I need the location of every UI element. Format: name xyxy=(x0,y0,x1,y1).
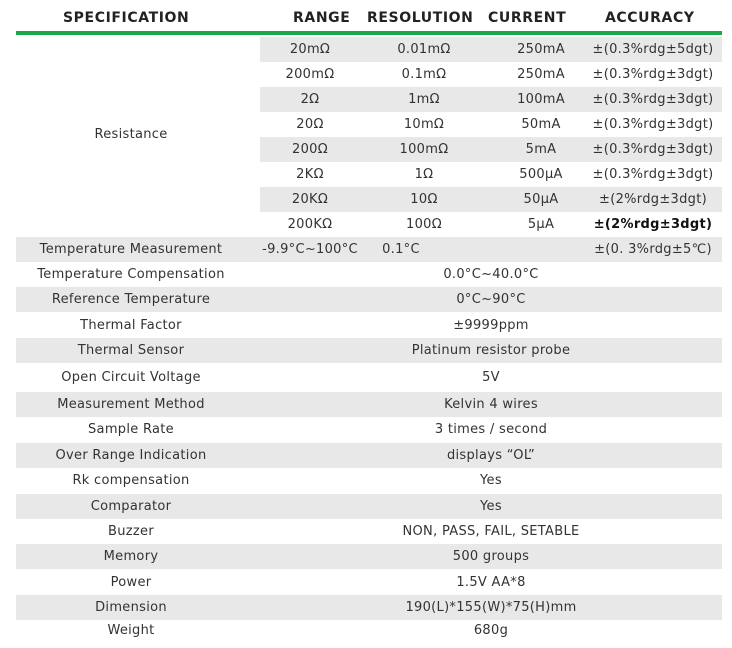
current-cell: 50µA xyxy=(523,192,559,207)
accuracy-cell: ±(2%rdg±3dgt) xyxy=(593,217,713,232)
spec-value: displays “OL” xyxy=(446,448,536,463)
spec-label: Reference Temperature xyxy=(51,292,211,307)
temperature-label: Temperature Measurement xyxy=(39,242,223,257)
header-accuracy: ACCURACY xyxy=(605,10,695,26)
spec-label: Dimension xyxy=(95,600,167,615)
temperature-row xyxy=(16,237,722,262)
resolution-cell: 10mΩ xyxy=(403,117,445,132)
range-cell: 20KΩ xyxy=(291,192,329,207)
spec-label: Thermal Factor xyxy=(80,318,182,333)
resolution-cell: 0.01mΩ xyxy=(397,42,451,57)
temperature-current xyxy=(486,237,596,262)
accuracy-cell: ±(2%rdg±3dgt) xyxy=(599,192,707,207)
spec-value: 5V xyxy=(482,370,500,385)
resolution-cell: 0.1mΩ xyxy=(401,67,447,82)
spec-label: Weight xyxy=(107,623,155,638)
accuracy-cell: ±(0.3%rdg±3dgt) xyxy=(592,92,714,107)
resistance-row xyxy=(260,137,722,162)
header-divider xyxy=(16,31,722,35)
resistance-label: Resistance xyxy=(94,127,168,142)
spec-value: NON, PASS, FAIL, SETABLE xyxy=(402,524,580,539)
spec-label: Thermal Sensor xyxy=(77,343,185,358)
accuracy-cell: ±(0.3%rdg±3dgt) xyxy=(592,142,714,157)
spec-label: Memory xyxy=(103,549,159,564)
spec-value: 190(L)*155(W)*75(H)mm xyxy=(405,600,577,615)
spec-value: 680g xyxy=(473,623,509,638)
spec-row xyxy=(16,494,722,519)
spec-row xyxy=(16,262,722,287)
resolution-cell: 100mΩ xyxy=(399,142,449,157)
current-cell: 250mA xyxy=(517,67,565,82)
range-cell: 20Ω xyxy=(296,117,324,132)
spec-row xyxy=(16,365,722,390)
spec-row xyxy=(16,392,722,417)
current-cell: 50mA xyxy=(521,117,561,132)
spec-label: Temperature Compensation xyxy=(37,267,225,282)
spec-value: 500 groups xyxy=(452,549,530,564)
spec-value: 1.5V AA*8 xyxy=(456,575,526,590)
table-header xyxy=(0,0,732,33)
spec-label: Over Range Indication xyxy=(55,448,207,463)
spec-value: Yes xyxy=(480,473,502,488)
spec-value: 0.0°C~40.0°C xyxy=(443,267,539,282)
range-cell: 2KΩ xyxy=(296,167,324,182)
spec-row xyxy=(16,519,722,544)
resolution-cell: 10Ω xyxy=(410,192,438,207)
temperature-resolution: 0.1°C xyxy=(382,242,420,257)
range-cell: 200Ω xyxy=(292,142,328,157)
spec-label: Power xyxy=(110,575,152,590)
resistance-row xyxy=(260,37,722,62)
spec-row xyxy=(16,287,722,312)
resistance-row xyxy=(260,187,722,212)
accuracy-cell: ±(0.3%rdg±5dgt) xyxy=(592,42,714,57)
spec-row xyxy=(16,595,722,620)
spec-value: ±9999ppm xyxy=(453,318,529,333)
current-cell: 5mA xyxy=(525,142,557,157)
accuracy-cell: ±(0.3%rdg±3dgt) xyxy=(592,167,714,182)
spec-label: Measurement Method xyxy=(57,397,205,412)
spec-row xyxy=(16,618,722,643)
range-cell: 200KΩ xyxy=(287,217,333,232)
spec-value: 3 times / second xyxy=(434,422,548,437)
range-cell: 20mΩ xyxy=(289,42,331,57)
header-range: RANGE xyxy=(293,10,351,26)
spec-value: Kelvin 4 wires xyxy=(444,397,538,412)
header-resolution: RESOLUTION xyxy=(367,10,474,26)
accuracy-cell: ±(0.3%rdg±3dgt) xyxy=(592,117,714,132)
resolution-cell: 1Ω xyxy=(414,167,434,182)
header-specification: SPECIFICATION xyxy=(63,10,190,26)
spec-label: Open Circuit Voltage xyxy=(61,370,201,385)
spec-row xyxy=(16,417,722,442)
spec-label: Comparator xyxy=(90,499,172,514)
spec-row xyxy=(16,313,722,338)
spec-value: Yes xyxy=(480,499,502,514)
current-cell: 250mA xyxy=(517,42,565,57)
range-cell: 200mΩ xyxy=(285,67,335,82)
range-cell: 2Ω xyxy=(300,92,320,107)
spec-row xyxy=(16,338,722,363)
current-cell: 100mA xyxy=(517,92,565,107)
current-cell: 5µA xyxy=(527,217,555,232)
spec-row xyxy=(16,544,722,569)
spec-label: Buzzer xyxy=(108,524,154,539)
current-cell: 500µA xyxy=(519,167,563,182)
spec-row xyxy=(16,570,722,595)
resolution-cell: 1mΩ xyxy=(408,92,440,107)
spec-label: Sample Rate xyxy=(88,422,174,437)
spec-value: Platinum resistor probe xyxy=(411,343,571,358)
spec-row xyxy=(16,468,722,493)
resolution-cell: 100Ω xyxy=(406,217,442,232)
spec-row xyxy=(16,443,722,468)
spec-value: 0°C~90°C xyxy=(456,292,526,307)
header-current: CURRENT xyxy=(488,10,567,26)
accuracy-cell: ±(0.3%rdg±3dgt) xyxy=(592,67,714,82)
temperature-accuracy: ±(0. 3%rdg±5℃) xyxy=(594,242,712,257)
resistance-row xyxy=(260,87,722,112)
spec-label: Rk compensation xyxy=(72,473,190,488)
temperature-range: -9.9°C~100°C xyxy=(262,242,358,257)
